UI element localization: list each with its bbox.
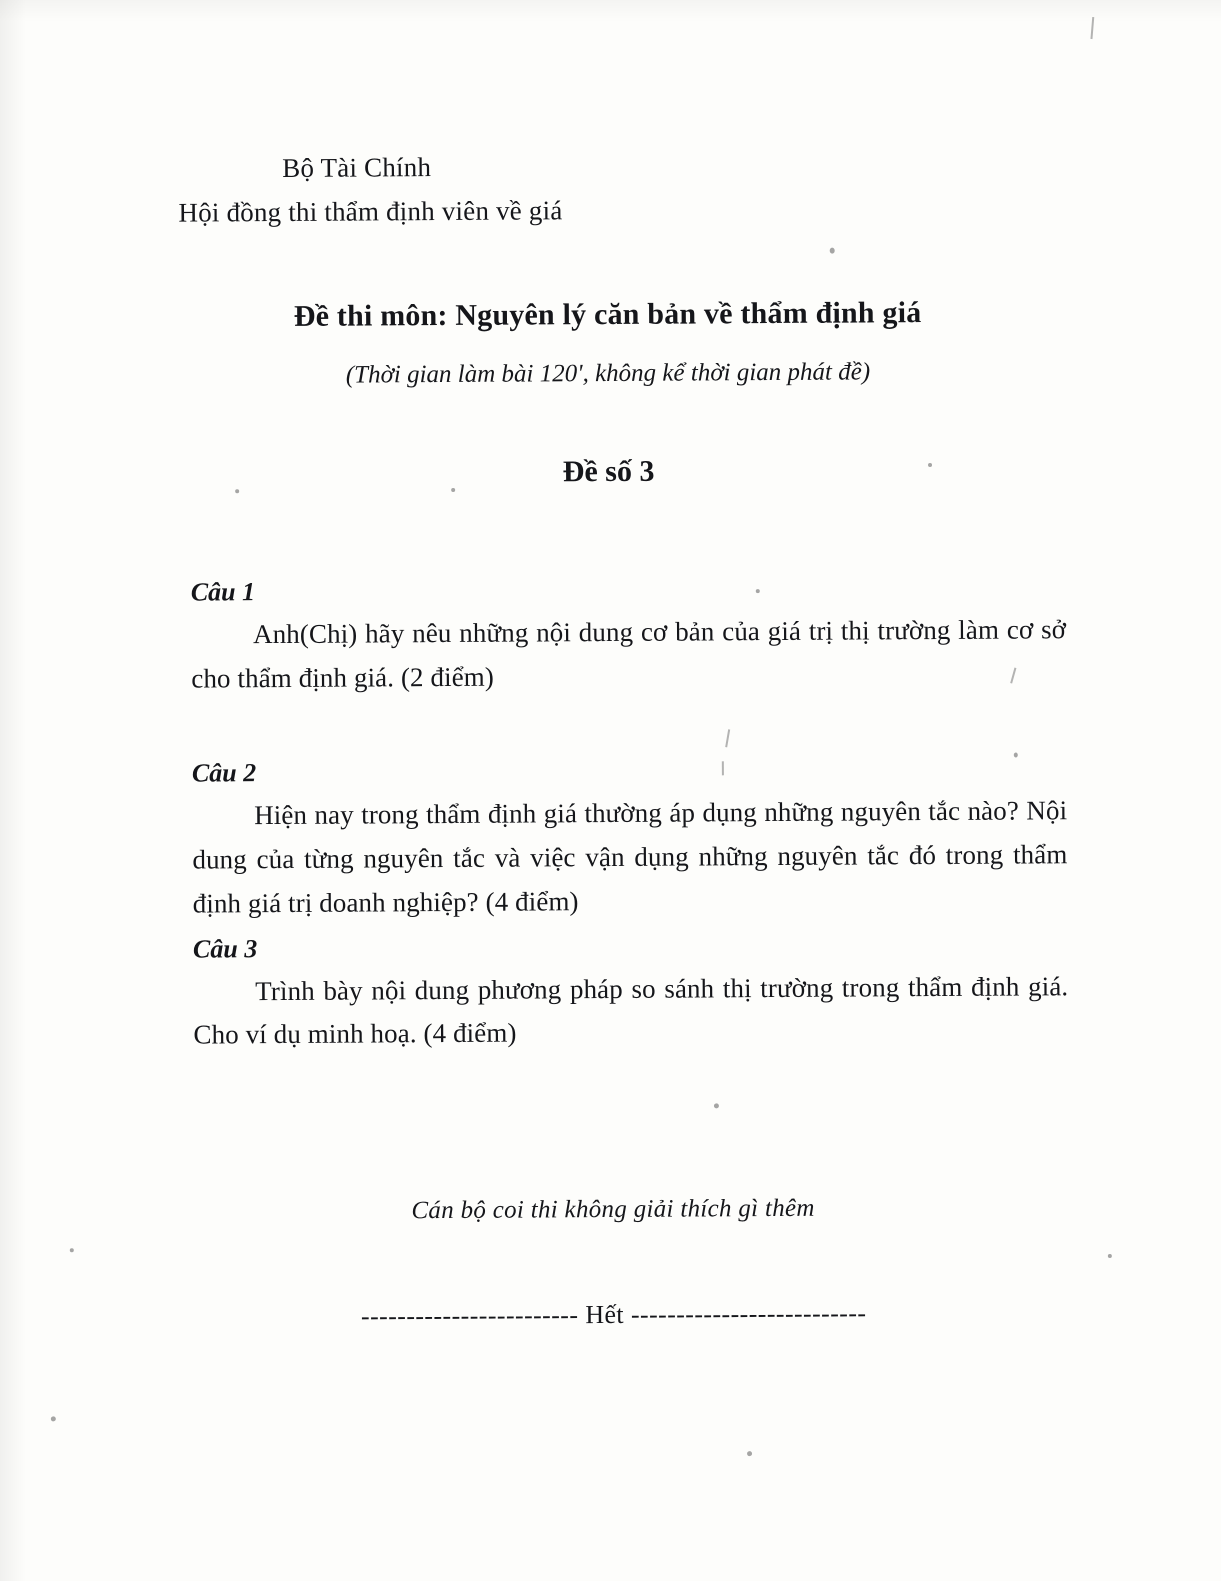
scan-mark [1090, 17, 1094, 39]
invigilator-note: Cán bộ coi thi không giải thích gì thêm [411, 1194, 815, 1225]
question-3-text: Trình bày nội dung phương pháp so sánh thị trường trong thẩm định giá. Cho ví dụ minh hoạ. (4 điểm) [193, 970, 1069, 1050]
exam-duration-note: (Thời gian làm bài 120', không kể thời gian phát đề) [345, 358, 871, 389]
scan-mark [722, 761, 724, 775]
question-2-text: Hiện nay trong thẩm định giá thường áp dụng những nguyên tắc nào? Nội dung của từng nguyên tắc và việc vận dụng những nguyên tắc đó trong thẩm định giá trị doanh nghiệp? (4 điểm) [192, 795, 1068, 919]
exam-title: Đề thi môn: Nguyên lý căn bản về thẩm định giá [293, 296, 922, 333]
question-2-label: Câu 2 [191, 758, 257, 789]
scan-speck [1014, 753, 1018, 758]
organization-line-1: Bộ Tài Chính [282, 152, 432, 183]
scan-speck [235, 489, 239, 493]
exam-code: Đề số 3 [562, 454, 655, 489]
question-3 [193, 929, 1069, 1058]
document-header [178, 148, 878, 230]
question-2 [192, 754, 1068, 927]
scan-speck [451, 488, 455, 492]
scan-speck [70, 1248, 74, 1252]
scan-speck [1108, 1254, 1112, 1258]
question-3-label: Câu 3 [192, 933, 258, 964]
scan-speck [51, 1416, 56, 1421]
scan-speck [714, 1103, 719, 1108]
questions-list [191, 572, 1069, 1083]
scan-speck [747, 1451, 752, 1456]
question-1 [191, 572, 1067, 701]
end-of-exam-line: ------------------------ Hết -------------------------- [360, 1298, 867, 1331]
scan-speck [830, 248, 835, 254]
question-1-text: Anh(Chị) hãy nêu những nội dung cơ bản của giá trị thị trường làm cơ sở cho thẩm định giá. (2 điểm) [191, 614, 1067, 694]
organization-line-2: Hội đồng thi thẩm định viên về giá [178, 195, 563, 228]
scan-speck [756, 589, 760, 593]
scan-speck [928, 463, 932, 467]
question-1-label: Câu 1 [190, 577, 256, 607]
